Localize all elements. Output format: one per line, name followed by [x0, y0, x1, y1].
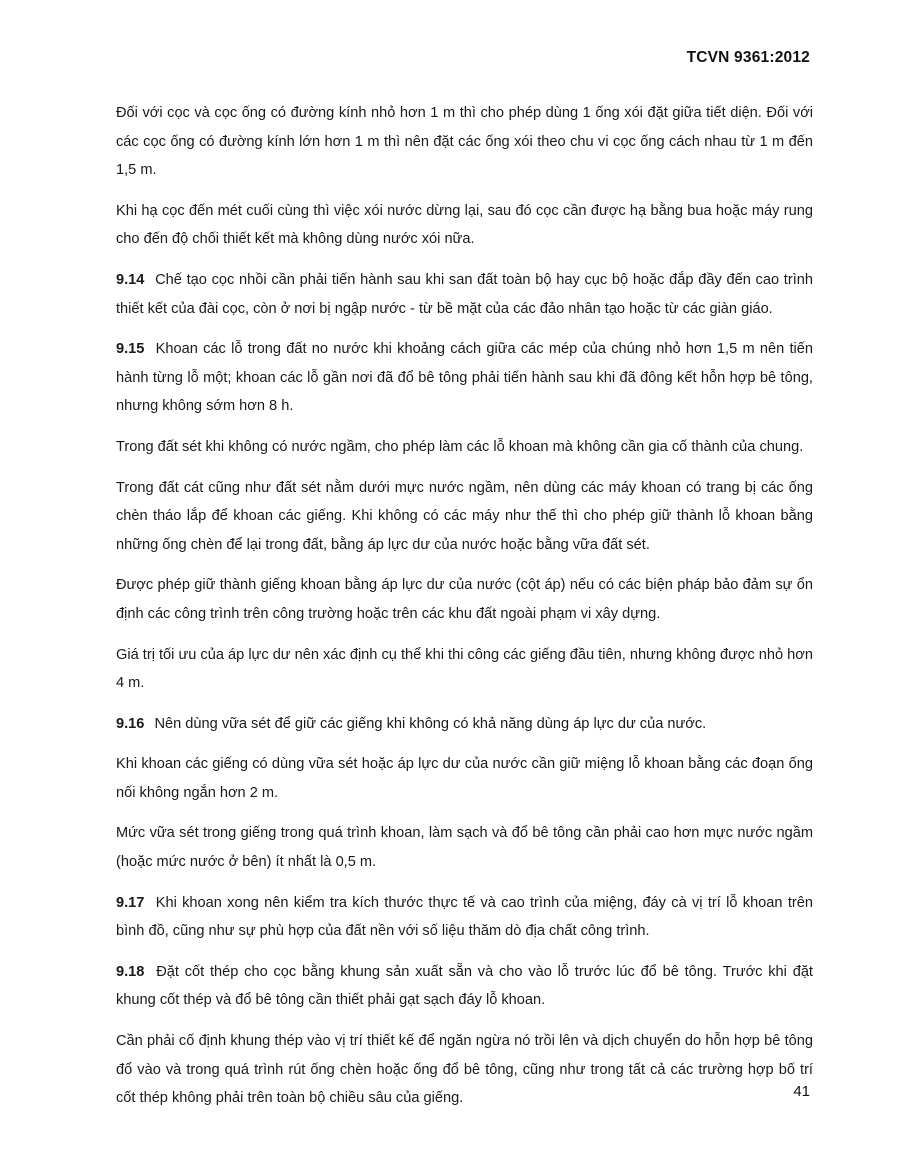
clause-number: 9.16: [116, 715, 145, 732]
paragraph: [116, 1027, 813, 1113]
paragraph: [116, 197, 813, 254]
clause-9-18: [116, 958, 813, 1015]
paragraph-text: Khi khoan các giếng có dùng vữa sét hoặc áp lực dư của nước cần giữ miệng lỗ khoan bằng các đoạn ống nối không ngắn hơn 2 m.: [116, 756, 813, 801]
page-number: 41: [793, 1083, 810, 1100]
paragraph-text: Khi khoan xong nên kiểm tra kích thước thực tế và cao trình của miệng, đáy cà vị trí lỗ khoan trên bình đồ, cũng như sự phù hợp của đất nền với số liệu thăm dò địa chất công trình.: [116, 894, 813, 940]
document-standard-code: TCVN 9361:2012: [686, 49, 810, 66]
paragraph: [116, 474, 813, 560]
clause-number: 9.15: [116, 341, 145, 358]
paragraph: [116, 750, 813, 807]
paragraph: [116, 99, 813, 185]
clause-9-16: [116, 710, 813, 739]
clause-number: 9.17: [116, 894, 145, 911]
paragraph-text: Khi hạ cọc đến mét cuối cùng thì việc xói nước dừng lại, sau đó cọc cần được hạ bằng bua hoặc máy rung cho đến độ chối thiết kết mà không dùng nước xói nữa.: [116, 202, 813, 248]
document-body: [116, 99, 813, 1125]
paragraph-text: Khoan các lỗ trong đất no nước khi khoảng cách giữa các mép của chúng nhỏ hơn 1,5 m nên tiến hành từng lỗ một; khoan các lỗ gần nơi đã đổ bê tông phải tiến hành sau khi đã đông kết hỗn hợp bê tông, nhưng không sớm hơn 8 h.: [116, 341, 813, 415]
paragraph-text: Chế tạo cọc nhồi cần phải tiến hành sau khi san đất toàn bộ hay cục bộ hoặc đắp đầy đến cao trình thiết kết của đài cọc, còn ở nơi bị ngập nước - từ bề mặt của các đảo nhân tạo hoặc từ các giàn giáo.: [116, 271, 813, 317]
paragraph: [116, 571, 813, 628]
paragraph: [116, 641, 813, 698]
clause-9-15: [116, 335, 813, 421]
paragraph: [116, 819, 813, 876]
paragraph-text: Đối với cọc và cọc ống có đường kính nhỏ hơn 1 m thì cho phép dùng 1 ống xói đặt giữa tiết diện. Đối với các cọc ống có đường kính lớn hơn 1 m thì nên đặt các ống xói theo chu vi cọc ống cách nhau từ 1 m đến 1,5 m.: [116, 105, 813, 179]
paragraph-text: Trong đất sét khi không có nước ngầm, cho phép làm các lỗ khoan mà không cần gia cố thành của chung.: [116, 438, 804, 455]
paragraph-text: Trong đất cát cũng như đất sét nằm dưới mực nước ngầm, nên dùng các máy khoan có trang bị các ống chèn tháo lắp để khoan các giếng. Khi không có các máy như thế thì cho phép giữ thành lỗ khoan bằng những ống chèn để lại trong đất, bằng áp lực dư của nước hoặc bằng vữa đất sét.: [116, 479, 813, 553]
paragraph-text: Đặt cốt thép cho cọc bằng khung sản xuất sẵn và cho vào lỗ trước lúc đổ bê tông. Trước khi đặt khung cốt thép và đổ bê tông cần thiết phải gạt sạch đáy lỗ khoan.: [116, 963, 813, 1009]
paragraph-text: Được phép giữ thành giếng khoan bằng áp lực dư của nước (cột áp) nếu có các biện pháp bảo đảm sự ổn định các công trình trên công trường hoặc trên các khu đất ngoài phạm vi xây dựng.: [116, 577, 813, 622]
paragraph-text: Mức vữa sét trong giếng trong quá trình khoan, làm sạch và đổ bê tông cần phải cao hơn mực nước ngầm (hoặc mức nước ở bên) ít nhất là 0,5 m.: [116, 825, 813, 871]
paragraph-text: Nên dùng vữa sét để giữ các giếng khi không có khả năng dùng áp lực dư của nước.: [154, 715, 707, 732]
clause-9-14: [116, 266, 813, 323]
paragraph-text: Cần phải cố định khung thép vào vị trí thiết kế để ngăn ngừa nó trồi lên và dịch chuyển do hỗn hợp bê tông đổ vào và trong quá trình rút ống chèn hoặc ống đổ bê tông, cũng như trong tất cả các trường hợp bố trí cốt thép không phải trên toàn bộ chiều sâu của giếng.: [116, 1033, 813, 1107]
clause-number: 9.14: [116, 271, 145, 288]
paragraph: [116, 433, 813, 462]
paragraph-text: Giá trị tối ưu của áp lực dư nên xác định cụ thể khi thi công các giếng đầu tiên, nhưng không được nhỏ hơn 4 m.: [116, 646, 813, 692]
clause-number: 9.18: [116, 963, 145, 980]
clause-9-17: [116, 889, 813, 946]
